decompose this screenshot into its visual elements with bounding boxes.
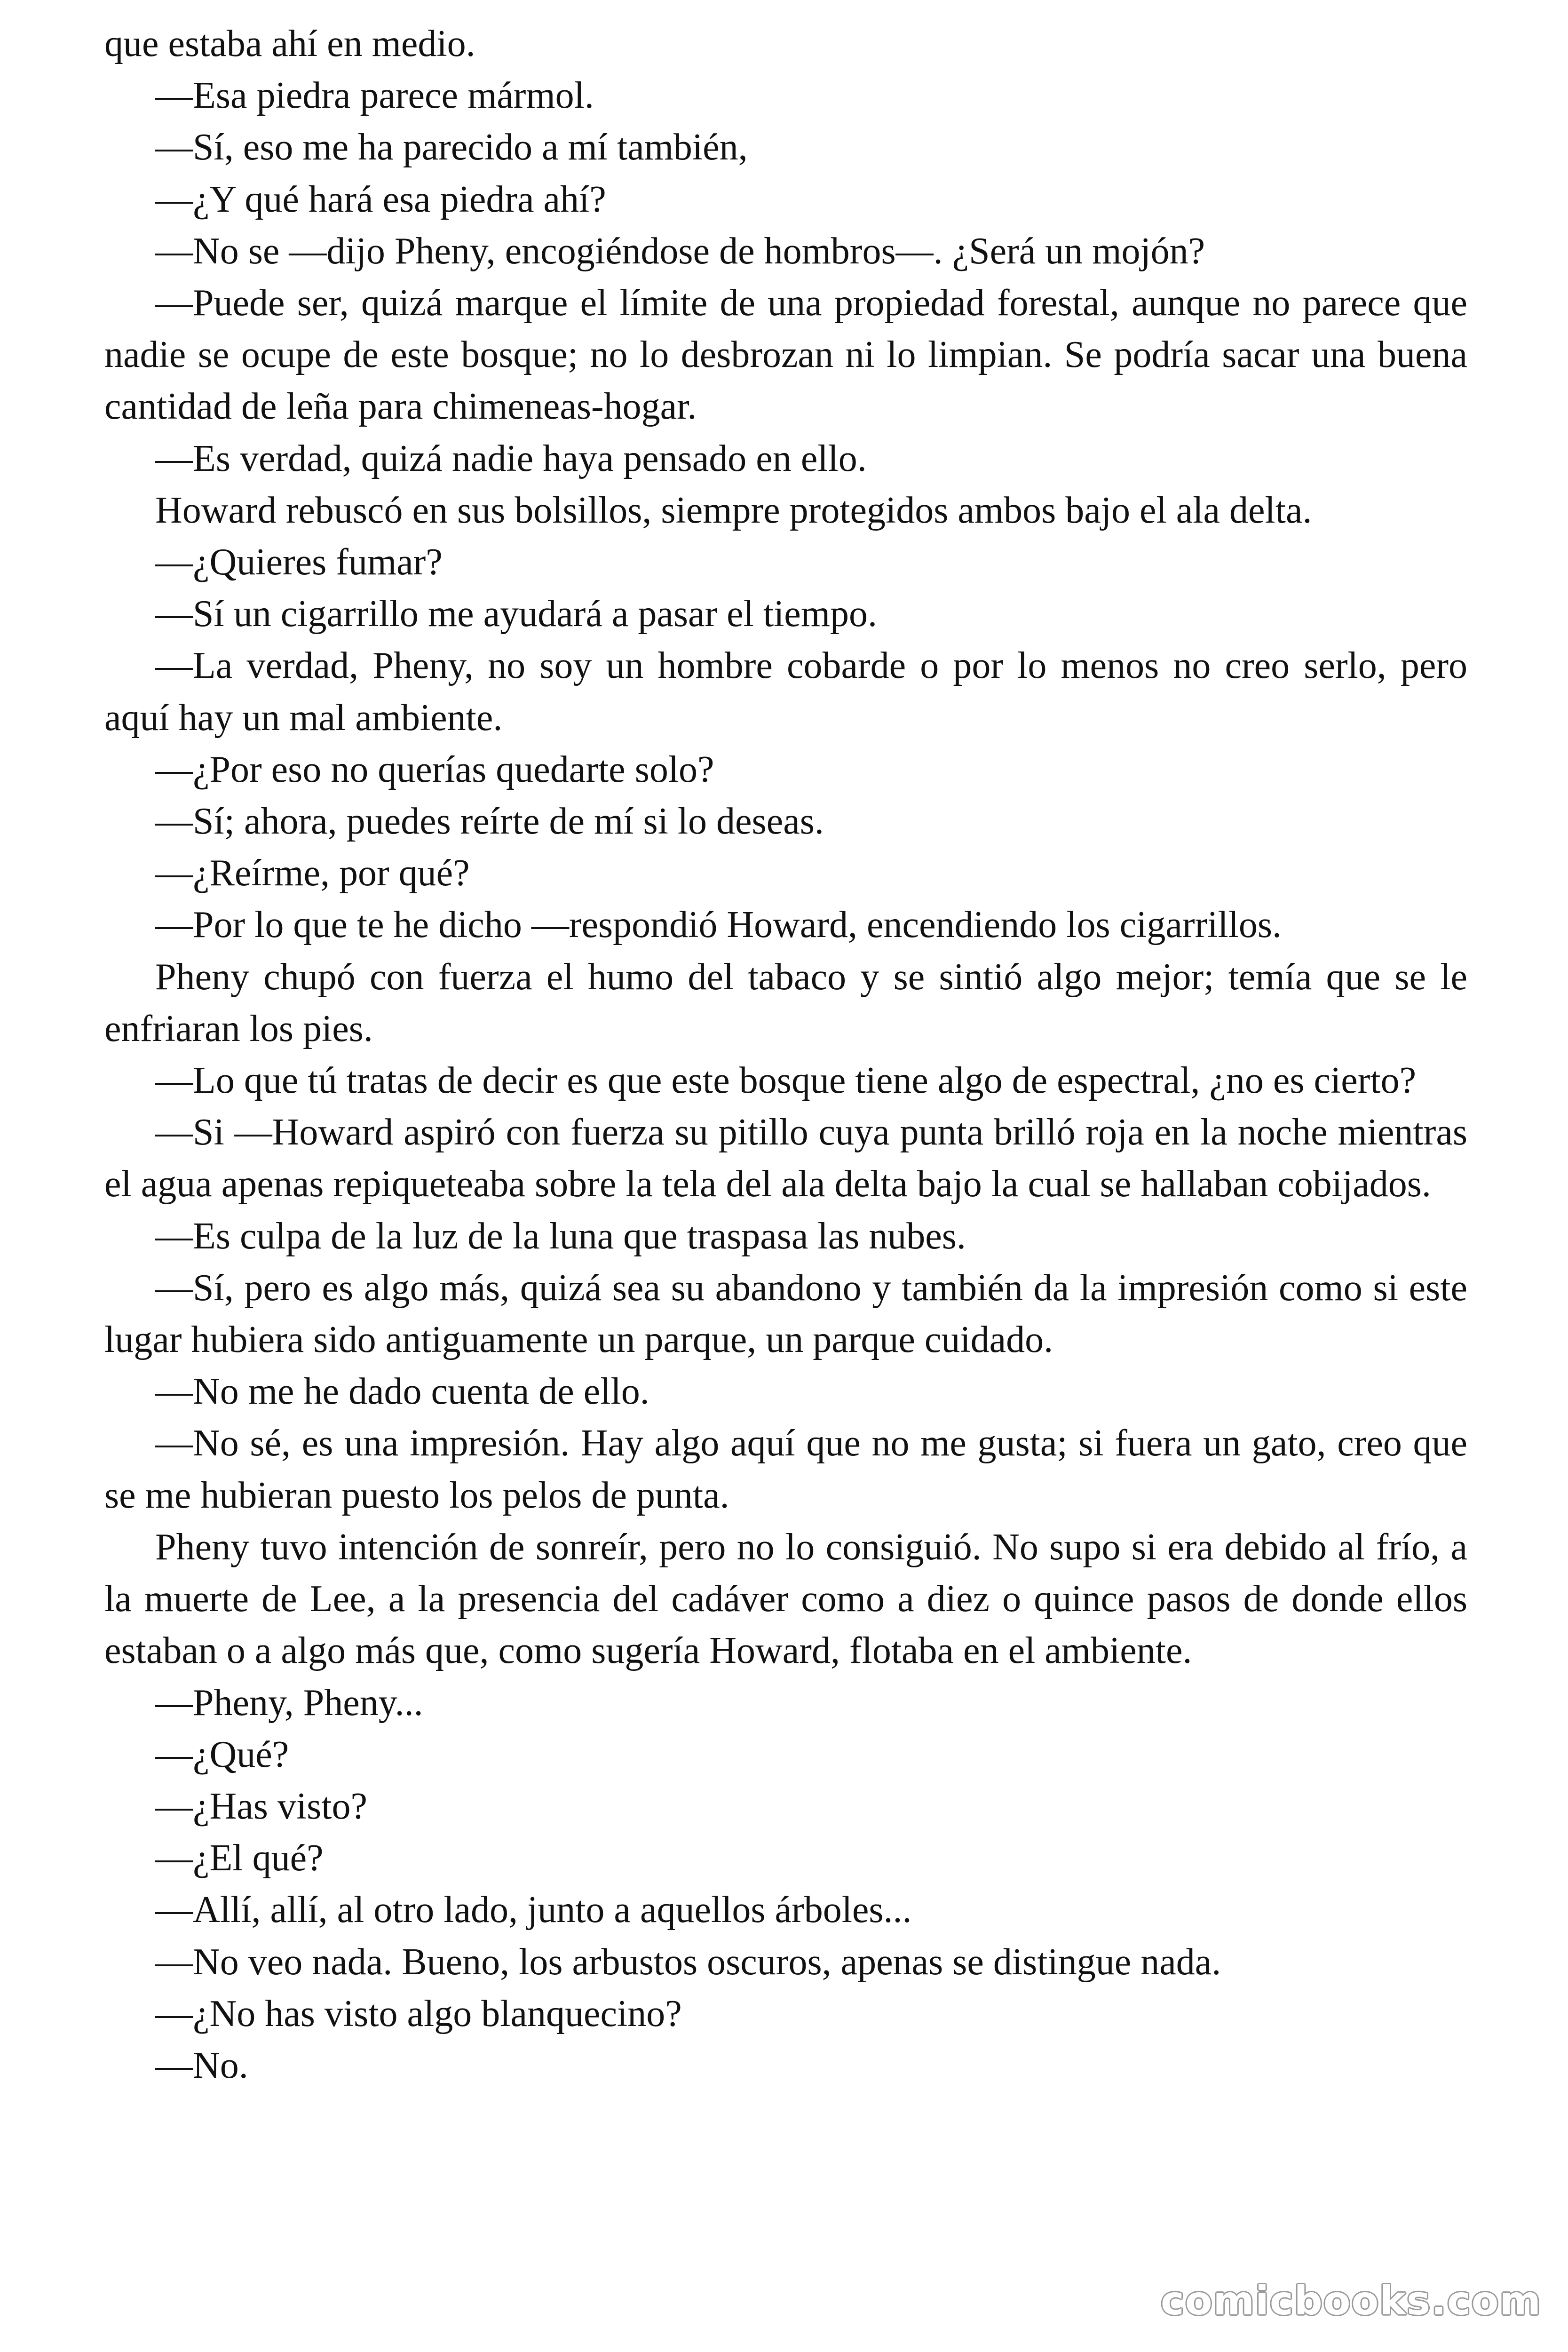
paragraph: —Esa piedra parece mármol. — [155, 75, 594, 117]
paragraph: —No. — [155, 2044, 248, 2086]
paragraph: —¿Reírme, por qué? — [155, 852, 470, 894]
paragraph: —Puede ser, quizá marque el límite de una propiedad forestal, aunque no parece que nadie se ocupe de este bosque; no lo desbrozan ni lo limpian. Se podría sacar una buena cantidad de leña para chimeneas-hogar. — [104, 282, 1467, 428]
paragraph: —Sí; ahora, puedes reírte de mí si lo deseas. — [155, 801, 824, 842]
paragraph: —Por lo que te he dicho —respondió Howard, encendiendo los cigarrillos. — [155, 904, 1282, 946]
paragraph: —¿El qué? — [155, 1837, 324, 1879]
paragraph: —¿Has visto? — [155, 1785, 368, 1827]
paragraph: —Lo que tú tratas de decir es que este bosque tiene algo de espectral, ¿no es cierto? — [155, 1060, 1417, 1102]
paragraph: —No se —dijo Pheny, encogiéndose de hombros—. ¿Será un mojón? — [155, 230, 1205, 272]
site-watermark: comicbooks.com — [1161, 2278, 1542, 2324]
paragraph: —No me he dado cuenta de ello. — [155, 1371, 649, 1413]
paragraph: —La verdad, Pheny, no soy un hombre cobarde o por lo menos no creo serlo, pero aquí hay un mal ambiente. — [104, 645, 1467, 739]
paragraph: —Es culpa de la luz de la luna que traspasa las nubes. — [155, 1215, 966, 1257]
paragraph: Howard rebuscó en sus bolsillos, siempre protegidos ambos bajo el ala delta. — [155, 489, 1312, 531]
paragraph: Pheny chupó con fuerza el humo del tabaco y se sintió algo mejor; temía que se le enfriaran los pies. — [104, 956, 1467, 1049]
paragraph: —Sí un cigarrillo me ayudará a pasar el tiempo. — [155, 593, 878, 635]
paragraph: —No sé, es una impresión. Hay algo aquí que no me gusta; si fuera un gato, creo que se me hubieran puesto los pelos de punta. — [104, 1422, 1467, 1516]
paragraph: —¿Por eso no querías quedarte solo? — [155, 748, 714, 790]
paragraph: —Sí, pero es algo más, quizá sea su abandono y también da la impresión como si este lugar hubiera sido antiguamente un parque, un parque cuidado. — [104, 1267, 1467, 1361]
paragraph: —Allí, allí, al otro lado, junto a aquellos árboles... — [155, 1889, 912, 1931]
book-page-text — [104, 18, 1467, 2091]
paragraph: —¿Qué? — [155, 1733, 289, 1775]
paragraph: —¿Y qué hará esa piedra ahí? — [155, 178, 606, 220]
paragraph: —Sí, eso me ha parecido a mí también, — [155, 127, 748, 168]
paragraph: que estaba ahí en medio. — [104, 23, 475, 64]
paragraph: —No veo nada. Bueno, los arbustos oscuros, apenas se distingue nada. — [155, 1941, 1221, 1983]
paragraph: —¿No has visto algo blanquecino? — [155, 1993, 682, 2034]
paragraph: Pheny tuvo intención de sonreír, pero no lo consiguió. No supo si era debido al frío, a la muerte de Lee, a la presencia del cadáver como a diez o quince pasos de donde ellos estaban o a algo más que, como sugería Howard, flotaba en el ambiente. — [104, 1526, 1467, 1672]
paragraph: —Es verdad, quizá nadie haya pensado en ello. — [155, 437, 867, 479]
paragraph: —¿Quieres fumar? — [155, 541, 443, 583]
paragraph: —Pheny, Pheny... — [155, 1682, 423, 1724]
paragraph: —Si —Howard aspiró con fuerza su pitillo cuya punta brilló roja en la noche mientras el agua apenas repiqueteaba sobre la tela del ala delta bajo la cual se hallaban cobijados. — [104, 1112, 1467, 1205]
